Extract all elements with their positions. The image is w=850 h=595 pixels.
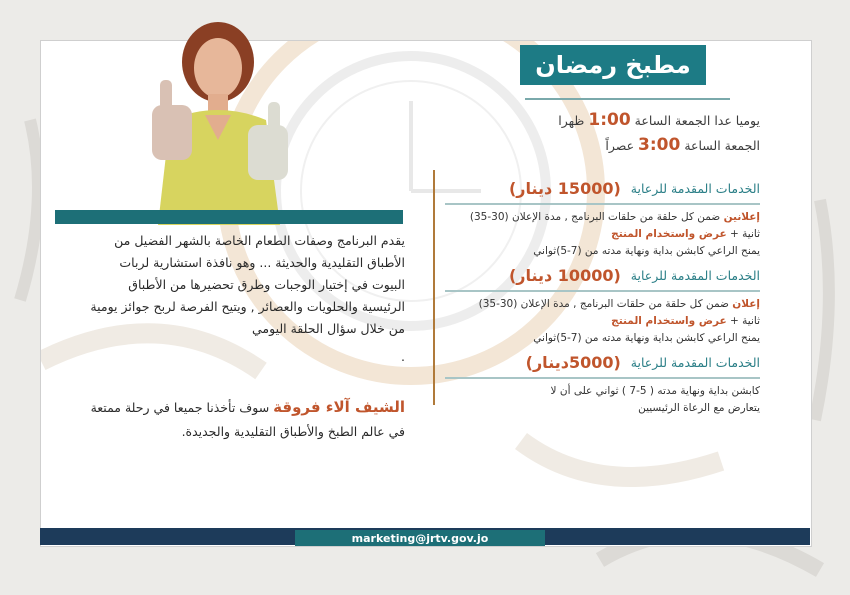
schedule-1-suffix: ظهرا [558,113,585,128]
package-price: (5000دينار) [525,353,621,372]
package-highlight: عرض واستخدام المنتج [611,315,727,327]
sponsorship-packages [445,175,760,419]
chef-intro [55,395,405,444]
description-line: يقدم البرنامج وصفات الطعام الخاصة بالشهر الفضيل من [114,233,405,248]
chef-name: الشيف آلاء فروقة [273,398,405,416]
package-price: (15000 دينار) [508,179,621,198]
package-highlight: إعلانين [723,211,760,223]
title-underline [525,98,730,100]
package-line: كابشن بداية ونهاية مدته ( 5-7 ) ثواني على أن لا [550,385,760,397]
package-highlight: عرض واستخدام المنتج [611,228,727,240]
broadcast-schedule [460,108,760,158]
schedule-2-time: 3:00 [638,135,681,155]
description-line: الرئيسية والحلويات والعصائر , ويتيح الفرصة لربح جوائز يومية [90,299,405,314]
package-highlight: إعلان [732,298,760,310]
package-10000 [445,262,760,347]
program-description [55,230,405,368]
chef-line-1: سوف تأخذنا جميعا في رحلة ممتعة [90,400,270,415]
package-price: (10000 دينار) [508,266,621,285]
contact-email[interactable]: marketing@jrtv.gov.jo [295,530,545,546]
description-line: الأطباق التقليدية والحديثة ... وهو نافذة استشارية لربات [119,255,405,270]
schedule-2-suffix: عصراً [605,138,635,153]
package-line: يمنح الراعي كابشن بداية ونهاية مدته من (7-5)ثواني [533,332,760,344]
package-rule [445,290,760,292]
description-line: البيوت في إختيار الوجبات وطرق تحضيرها من الأطباق [128,277,405,292]
package-line: ضمن كل حلقة من حلقات البرنامج , مدة الإعلان (30-35) [469,211,721,223]
package-line: ثانية + [730,228,760,240]
package-line: يتعارض مع الرعاة الرئيسيين [638,402,760,414]
chef-line-2: في عالم الطبخ والأطباق التقليدية والجديدة. [181,424,405,439]
schedule-2-prefix: الجمعة الساعة [684,138,760,153]
package-rule [445,203,760,205]
package-line: ضمن كل حلقة من حلقات البرنامج , مدة الإعلان (30-35) [478,298,729,310]
package-line: يمنح الراعي كابشن بداية ونهاية مدته من (7-5)ثواني [533,245,760,257]
package-5000 [445,349,760,417]
chef-photo [130,10,300,225]
column-divider [433,170,435,405]
description-end: . [401,349,405,364]
description-header-bar [55,210,403,224]
program-title: مطبخ رمضان [520,45,706,85]
description-line: من خلال سؤال الحلقة اليومي [252,321,405,336]
schedule-1-time: 1:00 [588,110,631,130]
package-heading: الخدمات المقدمة للرعاية [630,181,760,196]
package-15000 [445,175,760,260]
package-rule [445,377,760,379]
package-line: ثانية + [730,315,760,327]
schedule-1-prefix: يوميا عدا الجمعة الساعة [634,113,760,128]
package-heading: الخدمات المقدمة للرعاية [630,355,760,370]
package-heading: الخدمات المقدمة للرعاية [630,268,760,283]
